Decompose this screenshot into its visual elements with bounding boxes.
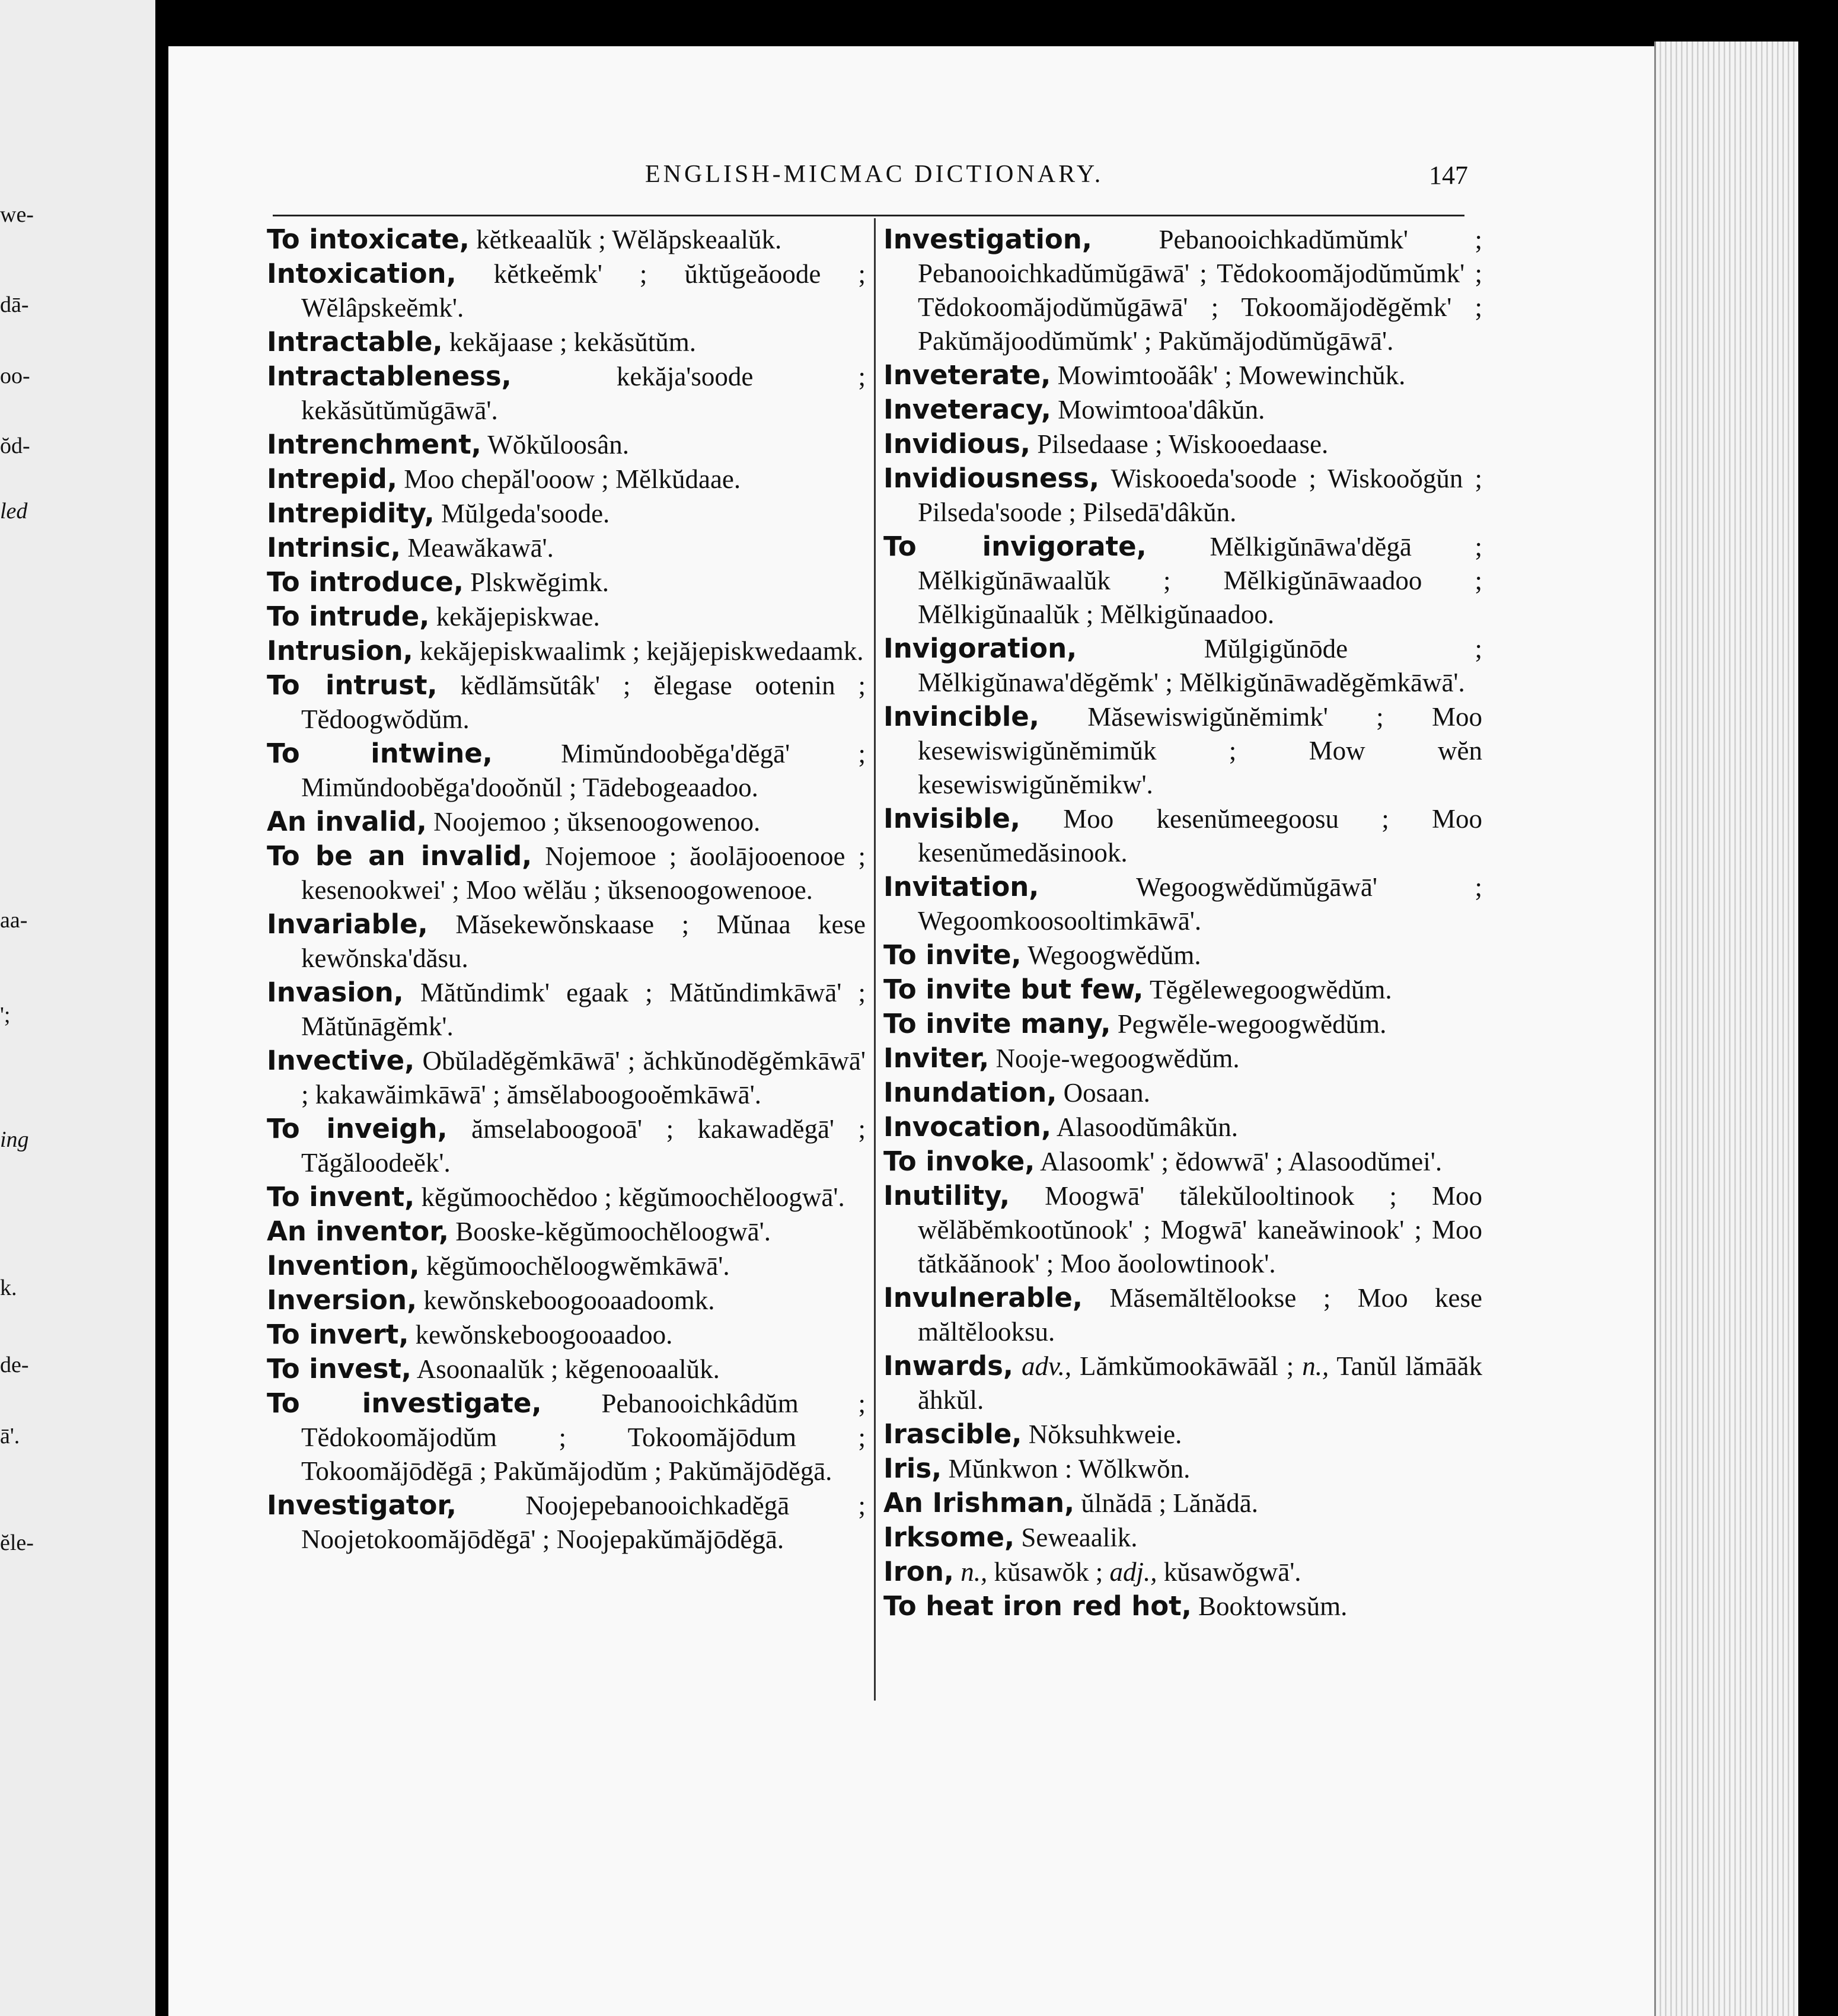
entry-headword: Intractable, xyxy=(267,326,443,358)
dictionary-entry xyxy=(267,462,866,496)
dictionary-entry xyxy=(267,496,866,531)
entry-definition: kĕtkeĕmk' ; ŭktŭgeăoode ; Wĕlâpskeĕmk'. xyxy=(301,259,866,323)
entry-definition: kewŏnskeboogooaadoo. xyxy=(415,1320,673,1350)
entry-headword: Intrenchment, xyxy=(267,429,481,460)
entry-headword: Invocation, xyxy=(883,1111,1052,1143)
dictionary-entry xyxy=(267,599,866,634)
entry-headword: Intrepidity, xyxy=(267,497,435,529)
left-page-fragment: dā- xyxy=(0,292,29,317)
entry-definition: Mŭlgeda'soode. xyxy=(441,499,610,528)
entry-headword: To invoke, xyxy=(883,1146,1035,1177)
entry-definition: Meawăkawā'. xyxy=(407,533,554,563)
entry-headword: Intrinsic, xyxy=(267,532,401,563)
entry-headword: Intrepid, xyxy=(267,463,397,495)
entry-headword: Inviter, xyxy=(883,1042,990,1074)
entry-headword: To intwine, xyxy=(267,738,493,769)
left-page-fragment: de- xyxy=(0,1352,29,1377)
dictionary-entry xyxy=(267,325,866,359)
dictionary-entry xyxy=(883,1041,1482,1076)
entry-definition: Moogwā' tălekŭlooltinook ; Moo wĕlăbĕmkootŭnook' ; Mogwā' kaneăwinook' ; Moo tătkăănook' ; Moo ăoolowtinook'. xyxy=(918,1181,1482,1278)
entry-definition: Pebanooichkâdŭm ; Tĕdokoomăjodŭm ; Tokoomăjōdum ; Tokoomăjōdĕgā ; Pakŭmăjodŭm ; Pakŭmăjōdĕgā. xyxy=(301,1389,866,1486)
entry-headword: Invidiousness, xyxy=(883,462,1100,494)
left-column xyxy=(267,222,866,1556)
entry-headword: To intrude, xyxy=(267,601,430,632)
left-page-fragment: k. xyxy=(0,1275,17,1300)
dictionary-entry xyxy=(883,700,1482,802)
dictionary-entry xyxy=(883,529,1482,631)
entry-headword: Intractableness, xyxy=(267,361,512,392)
dictionary-entry xyxy=(883,938,1482,972)
dictionary-entry xyxy=(883,631,1482,700)
entry-definition: Mŭlgigŭnōde ; Mĕlkigŭnawa'dĕgĕmk' ; Mĕlkigŭnāwadĕgĕmkāwā'. xyxy=(918,634,1482,697)
entry-headword: Invisible, xyxy=(883,803,1020,834)
entry-headword: Inversion, xyxy=(267,1284,417,1316)
left-page-fragment: oo- xyxy=(0,363,30,388)
dictionary-entry xyxy=(883,222,1482,358)
entry-headword: Invigoration, xyxy=(883,633,1077,664)
entry-definition: Moo chepăl'ooow ; Mĕlkŭdaae. xyxy=(404,464,741,494)
dictionary-entry xyxy=(267,1214,866,1249)
dictionary-entry xyxy=(883,1486,1482,1520)
entry-headword: To invent, xyxy=(267,1181,415,1213)
dictionary-entry xyxy=(267,531,866,565)
entry-headword: Invariable, xyxy=(267,908,428,940)
dictionary-entry xyxy=(883,393,1482,427)
entry-definition: Wegoogwĕdŭmŭgāwā' ; Wegoomkoosooltimkāwā'. xyxy=(918,872,1482,936)
entry-headword: Invasion, xyxy=(267,977,404,1008)
entry-definition: Wŏkŭloosân. xyxy=(487,430,629,460)
entry-definition: Măsemăltĕlookse ; Moo kese măltĕlooksu. xyxy=(918,1283,1483,1347)
dictionary-entry xyxy=(267,222,866,257)
column-divider xyxy=(874,218,876,1701)
dictionary-entry xyxy=(267,1044,866,1112)
entry-definition: Măsewiswigŭnĕmimk' ; Moo kesewiswigŭnĕmimŭk ; Mow wĕn kesewiswigŭnĕmikw'. xyxy=(918,702,1482,799)
entry-definition: Noojepebanooichkadĕgā ; Noojetokoomăjōdĕgā' ; Noojepakŭmăjōdĕgā. xyxy=(301,1491,866,1554)
dictionary-entry xyxy=(883,1589,1482,1623)
left-page-fragment: ing xyxy=(0,1127,29,1152)
dictionary-entry xyxy=(883,1110,1482,1144)
dictionary-entry xyxy=(267,668,866,736)
entry-headword: To invite but few, xyxy=(883,974,1144,1005)
page-number: 147 xyxy=(1429,161,1468,190)
dictionary-entry xyxy=(883,1076,1482,1110)
entry-headword: Inutility, xyxy=(883,1180,1010,1211)
dictionary-entry xyxy=(267,1352,866,1386)
dictionary-entry xyxy=(883,1179,1482,1281)
entry-definition: ămselaboogooā' ; kakawadĕgā' ; Tăgăloodeĕk'. xyxy=(301,1114,866,1178)
entry-definition: Mătŭndimk' egaak ; Mătŭndimkāwā' ; Mătŭnāgĕmk'. xyxy=(301,978,866,1041)
dictionary-entry xyxy=(883,358,1482,393)
entry-definition: kewŏnskeboogooaadoomk. xyxy=(423,1285,715,1315)
dictionary-entry xyxy=(883,1349,1482,1417)
dictionary-entry xyxy=(267,565,866,599)
entry-definition: Alasoodŭmâkŭn. xyxy=(1056,1112,1239,1142)
part-of-speech: adj., xyxy=(1109,1557,1157,1587)
entry-headword: To intoxicate, xyxy=(267,224,470,255)
entry-headword: Intrusion, xyxy=(267,635,413,666)
entry-headword: Investigation, xyxy=(883,224,1092,255)
entry-definition: Oosaan. xyxy=(1063,1078,1150,1108)
dictionary-entry xyxy=(883,802,1482,870)
entry-headword: Irksome, xyxy=(883,1521,1015,1553)
left-page-fragment: '; xyxy=(0,1003,11,1028)
entry-headword: To heat iron red hot, xyxy=(883,1590,1192,1622)
entry-definition: Plskwĕgimk. xyxy=(470,567,609,597)
entry-headword: Iron, xyxy=(883,1556,954,1587)
dictionary-entry xyxy=(267,1386,866,1488)
page-edges xyxy=(1654,42,1798,2016)
left-page-fragment: ĕle- xyxy=(0,1530,34,1555)
entry-definition: Pegwĕle-wegoogwĕdŭm. xyxy=(1117,1009,1387,1039)
entry-definition: Booktowsŭm. xyxy=(1198,1591,1348,1621)
entry-definition: Nooje-wegoogwĕdŭm. xyxy=(995,1044,1240,1073)
entry-definition: Alasoomk' ; ĕdowwā' ; Alasoodŭmei'. xyxy=(1040,1147,1443,1176)
dictionary-entry xyxy=(267,1318,866,1352)
entry-definition: kekăjaase ; kekăsŭtŭm. xyxy=(449,327,697,357)
part-of-speech: n., xyxy=(961,1557,988,1587)
entry-headword: Invidious, xyxy=(883,428,1031,460)
left-page-fragment: we- xyxy=(0,202,34,227)
entry-headword: To invite, xyxy=(883,939,1022,971)
entry-definition: kĕgŭmoochĕloogwĕmkāwā'. xyxy=(426,1251,730,1281)
entry-definition: Obŭladĕgĕmkāwā' ; ăchkŭnodĕgĕmkāwā' ; kakawăimkāwā' ; ămsĕlaboogooĕmkāwā'. xyxy=(301,1046,866,1109)
part-of-speech: n., xyxy=(1302,1351,1329,1381)
entry-definition: Pebanooichkadŭmŭmk' ; Pebanooichkadŭmŭgāwā' ; Tĕdokoomăjodŭmŭmk' ; Tĕdokoomăjodŭmŭgāwā' ; Tokoomăjodĕgĕmk' ; Pakŭmăjoodŭmŭmk' ; Pakŭmăjodŭmŭgāwā'. xyxy=(918,225,1482,356)
entry-headword: Inwards, xyxy=(883,1350,1014,1382)
dictionary-entry xyxy=(267,805,866,839)
dictionary-entry xyxy=(267,428,866,462)
dictionary-entry xyxy=(267,736,866,805)
entry-headword: Invitation, xyxy=(883,871,1039,902)
entry-headword: An inventor, xyxy=(267,1216,449,1247)
page-header: ENGLISH-MICMAC DICTIONARY. xyxy=(645,161,1104,188)
entry-definition: kekăja'soode ; kekăsŭtŭmŭgāwā'. xyxy=(301,362,866,425)
entry-definition: kekăjepiskwae. xyxy=(436,602,600,631)
entry-definition: Mowimtooăâk' ; Mowewinchŭk. xyxy=(1057,361,1406,390)
entry-definition: kĕgŭmoochĕdoo ; kĕgŭmoochĕloogwā'. xyxy=(421,1182,845,1212)
entry-headword: An Irishman, xyxy=(883,1487,1075,1519)
entry-definition: Nŏksuhkweie. xyxy=(1028,1420,1182,1449)
entry-definition: Wiskooeda'soode ; Wiskooŏgŭn ; Pilseda'soode ; Pilsedā'dâkŭn. xyxy=(918,464,1482,527)
entry-definition: Asoonaalŭk ; kĕgenooaalŭk. xyxy=(416,1354,720,1384)
entry-definition: Pilsedaase ; Wiskooedaase. xyxy=(1037,429,1329,459)
entry-headword: To investigate, xyxy=(267,1387,542,1419)
entry-definition: Noojemoo ; ŭksenoogowenoo. xyxy=(433,807,761,837)
dictionary-entry xyxy=(267,257,866,325)
entry-headword: To be an invalid, xyxy=(267,840,532,872)
left-page-fragment: ŏd- xyxy=(0,433,30,458)
entry-definition: Seweaalik. xyxy=(1021,1523,1138,1552)
dictionary-entry xyxy=(883,427,1482,461)
entry-headword: To invigorate, xyxy=(883,531,1147,562)
entry-headword: Intoxication, xyxy=(267,258,457,289)
dictionary-entry xyxy=(883,1452,1482,1486)
entry-definition: Wegoogwĕdŭm. xyxy=(1028,940,1201,970)
dictionary-entry xyxy=(267,907,866,975)
entry-definition: kĕdlămsŭtâk' ; ĕlegase ootenin ; Tĕdoogwŏdŭm. xyxy=(301,671,866,734)
dictionary-entry xyxy=(267,1488,866,1556)
entry-headword: Inveterate, xyxy=(883,359,1051,391)
entry-headword: To invite many, xyxy=(883,1008,1111,1039)
dictionary-entry xyxy=(883,972,1482,1007)
entry-definition: Lămkŭmookāwāăl ; xyxy=(1071,1351,1303,1381)
entry-definition: kekăjepiskwaalimk ; kejăjepiskwedaamk. xyxy=(420,636,864,666)
entry-definition: Măsekewŏnskaase ; Mŭnaa kese kewŏnska'dăsu. xyxy=(301,910,866,973)
dictionary-entry xyxy=(267,975,866,1044)
entry-definition: Tanŭl lămāăk ăhkŭl. xyxy=(918,1351,1483,1415)
entry-headword: To invest, xyxy=(267,1353,412,1385)
dictionary-entry xyxy=(267,1112,866,1180)
dictionary-entry xyxy=(883,461,1482,529)
entry-definition: Nojemooe ; ăoolājooenooe ; kesenookwei' ; Moo wĕlău ; ŭksenoogowenooe. xyxy=(301,841,866,905)
entry-headword: To introduce, xyxy=(267,566,464,598)
dictionary-entry xyxy=(883,1520,1482,1555)
dictionary-entry xyxy=(267,1180,866,1214)
book-spine xyxy=(155,0,168,2016)
entry-definition: Moo kesenŭmeegoosu ; Moo kesenŭmedăsinook. xyxy=(918,804,1482,867)
entry-headword: Irascible, xyxy=(883,1418,1022,1450)
dictionary-entry xyxy=(883,1555,1482,1589)
entry-headword: Inveteracy, xyxy=(883,394,1051,425)
dictionary-entry xyxy=(267,1283,866,1318)
entry-headword: Iris, xyxy=(883,1453,942,1484)
entry-definition: ŭlnădā ; Lănădā. xyxy=(1081,1488,1258,1518)
entry-definition: Mĕlkigŭnāwa'dĕgā ; Mĕlkigŭnāwaalŭk ; Mĕlkigŭnāwaadoo ; Mĕlkigŭnaalŭk ; Mĕlkigŭnaadoo. xyxy=(918,532,1482,629)
header-rule xyxy=(273,215,1464,216)
left-page xyxy=(0,0,155,2016)
dictionary-entry xyxy=(883,870,1482,938)
entry-definition: kŭsawŏk ; xyxy=(987,1557,1110,1587)
dictionary-entry xyxy=(267,839,866,907)
left-page-fragment: ā'. xyxy=(0,1424,20,1449)
dictionary-entry xyxy=(883,1144,1482,1179)
entry-headword: To inveigh, xyxy=(267,1113,448,1144)
entry-headword: To invert, xyxy=(267,1319,409,1350)
entry-definition: Tĕgĕlewegoogwĕdŭm. xyxy=(1149,975,1392,1004)
entry-headword: Invention, xyxy=(267,1250,420,1281)
entry-headword: Invincible, xyxy=(883,701,1039,732)
dictionary-entry xyxy=(267,634,866,668)
entry-headword: An invalid, xyxy=(267,806,427,837)
entry-definition: Mowimtooa'dâkŭn. xyxy=(1058,395,1265,425)
entry-headword: Invective, xyxy=(267,1045,415,1076)
dictionary-entry xyxy=(267,1249,866,1283)
entry-headword: Investigator, xyxy=(267,1489,457,1521)
right-column xyxy=(883,222,1482,1623)
entry-definition: Mŭnkwon : Wŏlkwŏn. xyxy=(948,1454,1191,1484)
dictionary-entry xyxy=(883,1281,1482,1349)
dictionary-entry xyxy=(883,1417,1482,1452)
part-of-speech: adv., xyxy=(1021,1351,1072,1381)
entry-headword: Invulnerable, xyxy=(883,1282,1083,1313)
entry-headword: To intrust, xyxy=(267,669,438,701)
left-page-fragment: aa- xyxy=(0,908,28,933)
entry-definition: Booske-kĕgŭmoochĕloogwā'. xyxy=(455,1217,771,1246)
dictionary-entry xyxy=(883,1007,1482,1041)
entry-definition: kĕtkeaalŭk ; Wĕlăpskeaalŭk. xyxy=(476,225,782,254)
entry-definition: Mimŭndoobĕga'dĕgā' ; Mimŭndoobĕga'dooŏnŭl ; Tādebogeaadoo. xyxy=(301,739,866,802)
entry-definition: kŭsawŏgwā'. xyxy=(1157,1557,1301,1587)
entry-headword: Inundation, xyxy=(883,1077,1057,1108)
dictionary-entry xyxy=(267,359,866,428)
left-page-fragment: led xyxy=(0,499,28,524)
